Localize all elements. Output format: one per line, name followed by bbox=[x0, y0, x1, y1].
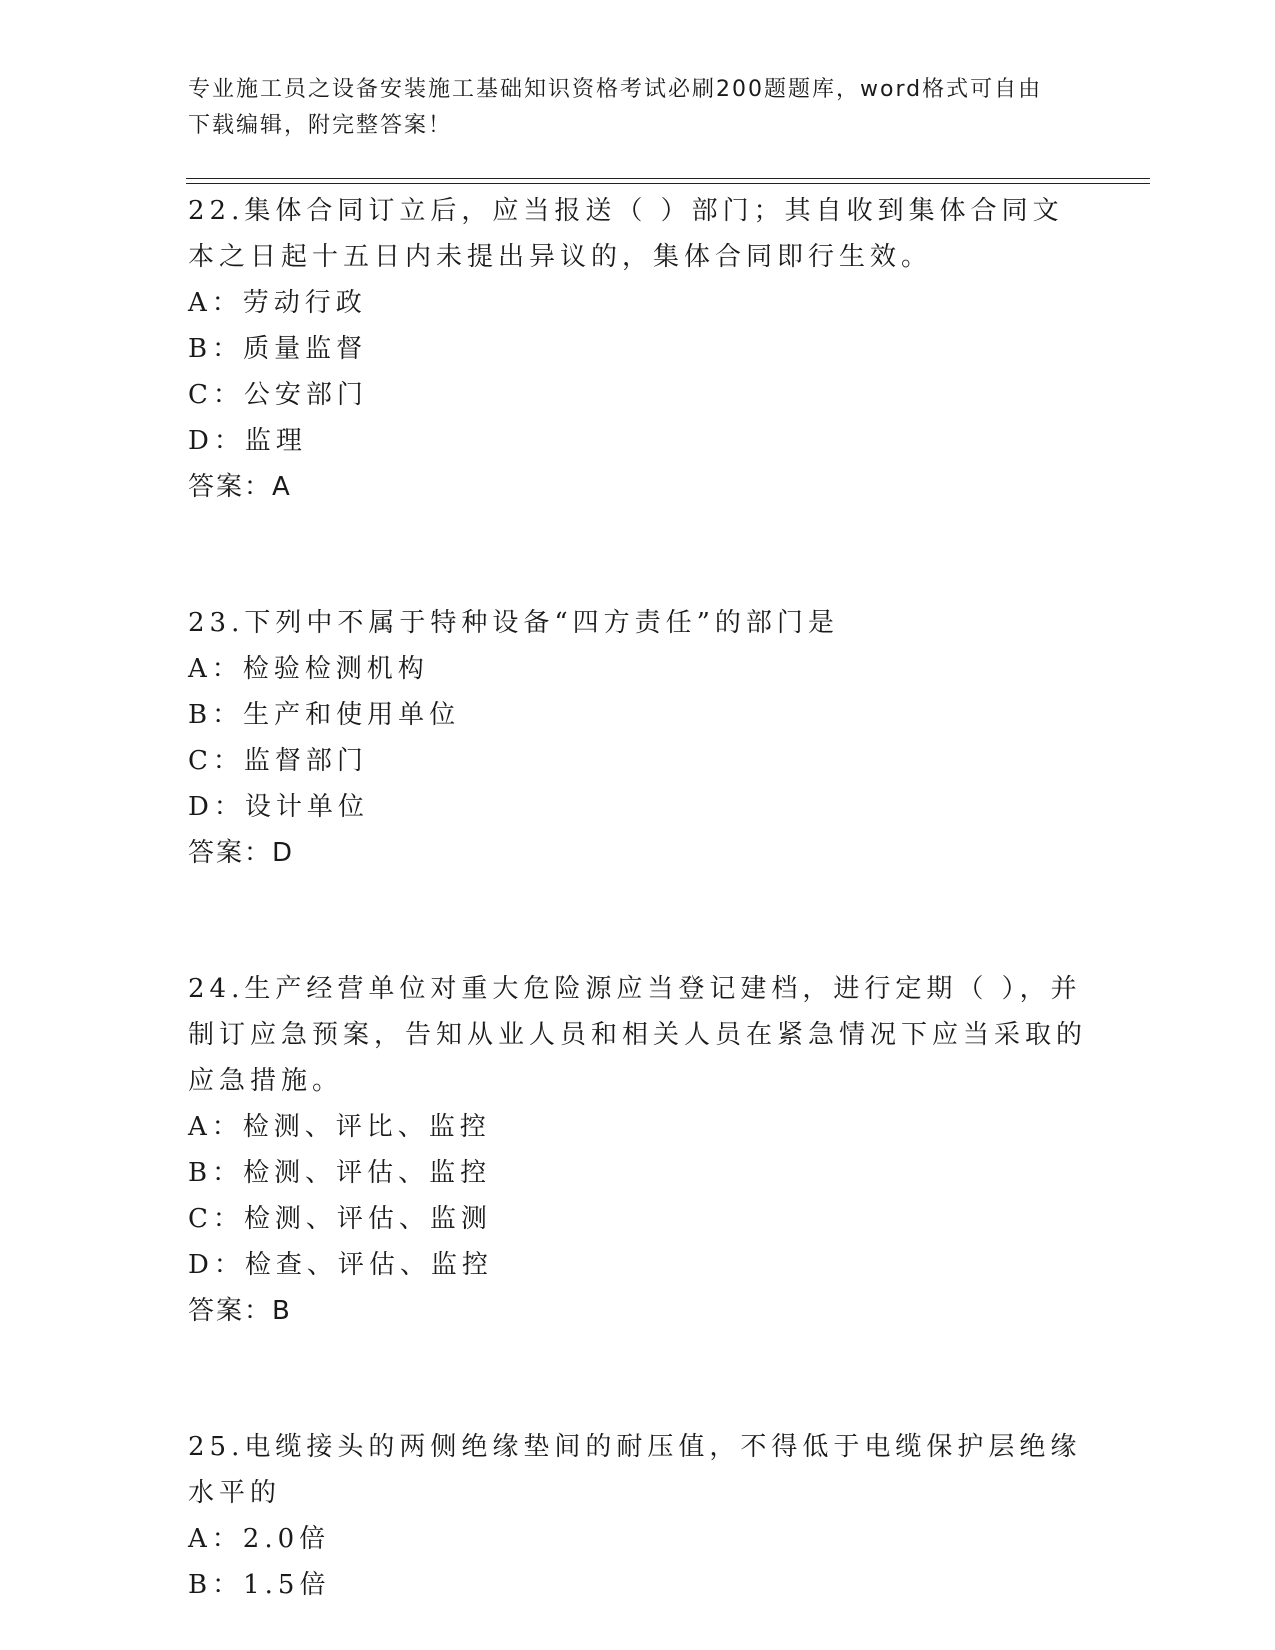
question-25 bbox=[188, 1424, 1088, 1608]
question-list bbox=[188, 186, 1088, 1608]
option-b: B：质量监督 bbox=[188, 334, 368, 364]
option-a: A：劳动行政 bbox=[188, 288, 367, 318]
option-a: A：检测、评比、监控 bbox=[188, 1112, 491, 1142]
answer: 答案：B bbox=[188, 1296, 292, 1326]
option-a: A：2.0倍 bbox=[188, 1524, 331, 1554]
header-divider-top bbox=[186, 178, 1150, 179]
answer: 答案：D bbox=[188, 838, 295, 868]
question-stem: 22.集体合同订立后，应当报送（ ）部门；其自收到集体合同文本之日起十五日内未提出异议的，集体合同即行生效。 bbox=[188, 196, 1064, 272]
option-d: D：设计单位 bbox=[188, 792, 369, 822]
option-d: D：监理 bbox=[188, 426, 307, 456]
question-22 bbox=[188, 188, 1088, 510]
option-d: D：检查、评估、监控 bbox=[188, 1250, 493, 1280]
question-stem: 23.下列中不属于特种设备“四方责任”的部门是 bbox=[188, 608, 839, 638]
question-stem: 25.电缆接头的两侧绝缘垫间的耐压值，不得低于电缆保护层绝缘水平的 bbox=[188, 1432, 1082, 1508]
document-header: 专业施工员之设备安装施工基础知识资格考试必刷200题题库，word格式可自由 下载编辑，附完整答案！ bbox=[188, 77, 1043, 138]
question-stem: 24.生产经营单位对重大危险源应当登记建档，进行定期（ ），并制订应急预案，告知从业人员和相关人员在紧急情况下应当采取的应急措施。 bbox=[188, 974, 1088, 1096]
question-24 bbox=[188, 966, 1088, 1334]
answer: 答案：A bbox=[188, 472, 292, 502]
option-c: C：公安部门 bbox=[188, 380, 368, 410]
option-b: B：1.5倍 bbox=[188, 1570, 331, 1600]
question-23 bbox=[188, 600, 1088, 876]
option-a: A：检验检测机构 bbox=[188, 654, 429, 684]
option-c: C：检测、评估、监测 bbox=[188, 1204, 492, 1234]
option-b: B：生产和使用单位 bbox=[188, 700, 461, 730]
header-divider-bottom bbox=[186, 183, 1150, 184]
option-c: C：监督部门 bbox=[188, 746, 368, 776]
option-b: B：检测、评估、监控 bbox=[188, 1158, 492, 1188]
